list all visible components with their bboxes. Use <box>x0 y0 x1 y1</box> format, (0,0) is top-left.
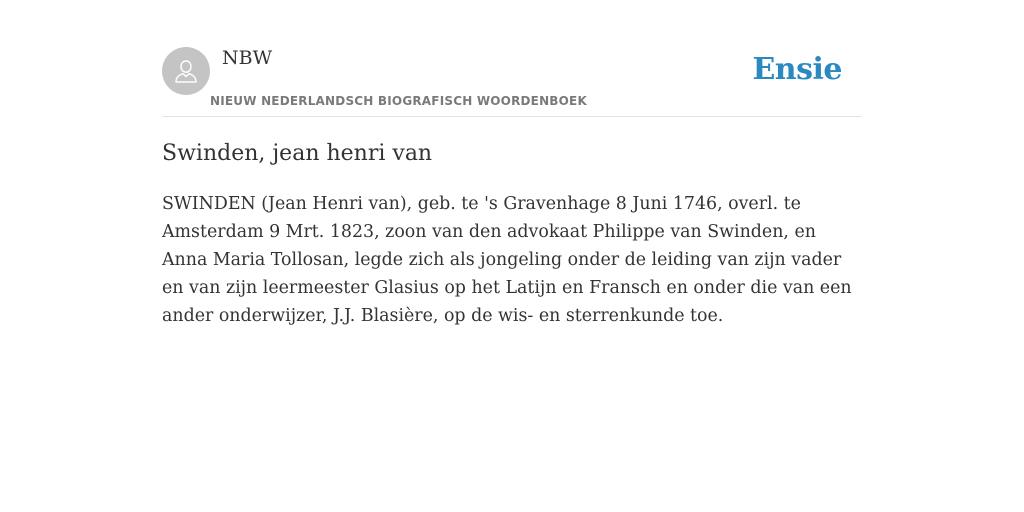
avatar[interactable] <box>162 47 210 95</box>
article-title: Swinden, jean henri van <box>162 141 433 166</box>
source-full-name: NIEUW NEDERLANDSCH BIOGRAFISCH WOORDENBOEK <box>210 94 587 108</box>
user-icon <box>172 57 200 85</box>
article <box>162 138 862 330</box>
article-body: SWINDEN (Jean Henri van), geb. te 's Gravenhage 8 Juni 1746, overl. te Amsterdam 9 Mrt. 1823, zoon van den advokaat Philippe van Swinden, en Anna Maria Tollosan, legde zich als jongeling onder de leiding van zijn vader en van zijn leermeester Glasius op het Latijn en Fransch en onder die van een ander onderwijzer, J.J. Blasière, op de wis- en sterrenkunde toe. <box>162 194 852 326</box>
header <box>162 0 862 117</box>
source-name[interactable]: NBW <box>222 47 273 69</box>
brand-logo[interactable]: Ensie <box>752 52 842 87</box>
